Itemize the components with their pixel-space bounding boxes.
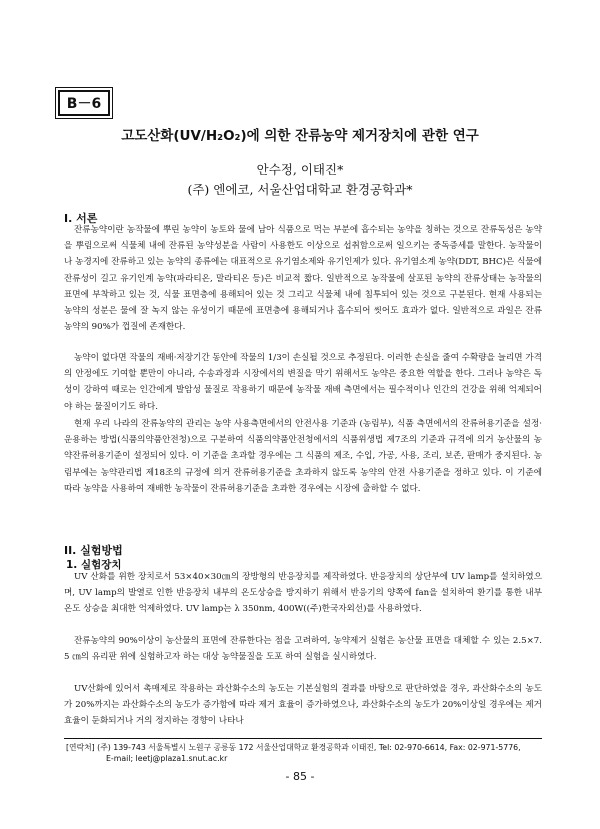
footnote-divider [64,738,542,739]
subsection-heading-apparatus: 1. 실험장치 [66,559,122,571]
methods-paragraph-2: 잔류농약의 90%이상이 농산물의 표면에 잔류한다는 점을 고려하여, 농약제거 실험은 농산물 표면을 대체할 수 있는 2.5×7.5 ㎝의 유리판 위에 실험하고자 하는 대상 농약물질을 도포 하여 실험을 실시하였다. [64,636,542,663]
section-heading-introduction: I. 서론 [64,212,98,225]
abstract-code-box: B－6 [58,90,110,116]
methods-paragraph-1: UV 산화를 위한 장치로서 53×40×30㎝의 장방형의 반응장치를 제작하였다. 반응장치의 상단부에 UV lamp를 설치하였으며, UV lamp의 발열로 인한 반응장치 내부의 온도상승을 방지하기 위해서 반응기의 양쪽에 fan을 설치하여 환기를 통한 내부 온도 상승을 최대한 억제하였다. UV lamp는 λ 350nm, 400W((주)한국자외선)를 사용하였다. [64,572,542,615]
intro-paragraph-2: 농약이 없다면 작물의 재배·저장기간 동안에 작물의 1/3이 손실될 것으로 추정된다. 이러한 손실을 줄여 수확량을 늘리면 가격의 안정에도 기여할 뿐만이 아니라, 수송과정과 시장에서의 변질을 막기 위해서도 농약은 중요한 역할을 한다. 그러나 농약은 독성이 강하여 때로는 인간에게 발암성 물질로 작용하기 때문에 농작물 재배 측면에서는 필수적이나 인간의 건강을 위해 억제되어야 하는 물질이기도 하다. [64,353,542,412]
contact-info: [연락처] (주) 139-743 서울특별시 노원구 공릉동 172 서울산업대학교 환경공학과 이태진, Tel: 02-970-6614, Fax: 02-971-5776, [66,743,521,752]
intro-paragraph-1: 잔류농약이란 농작물에 뿌린 농약이 농토와 물에 남아 식품으로 먹는 부분에 흡수되는 농약을 칭하는 것으로 잔류독성은 농약을 뿌림으로써 식물체 내에 잔류된 농약성분을 사람이 사용한도 이상으로 섭취함으로써 일으키는 중독증세를 말한다. 농작물이나 농경지에 잔류하고 있는 농약의 종류에는 대표적으로 유기염소제와 유기인제가 있다. 유기염소계 농약(DDT, BHC)은 식물에 잔류성이 길고 유기인계 농약(파라티온, 말라티온 등)은 비교적 짧다. 일반적으로 농작물에 살포된 농약의 잔류상태는 농작물의 표면에 부착하고 있는 것, 식물 표면층에 용해되어 있는 것 그리고 식물체 내에 침투되어 있는 것으로 구분된다. 현재 사용되는 농약의 성분은 물에 잘 녹지 않는 유성이기 때문에 표면층에 용해되거나 흡수되어 씻어도 효과가 없다. 일반적으로 과일은 잔류농약의 90%가 껍질에 존재한다. [64,225,542,333]
affiliation: (주) 엔에코, 서울산업대학교 환경공학과* [187,182,413,197]
authors: 안수정, 이태진* [256,162,344,177]
section-heading-methods: II. 실험방법 [64,544,123,557]
contact-email: E-mail; leetj@plaza1.snut.ac.kr [106,754,228,763]
contact-footnote [66,742,542,764]
intro-paragraph-3: 현재 우리 나라의 잔류농약의 관리는 농약 사용측면에서의 안전사용 기준과 (농림부), 식품 측면에서의 잔류허용기준을 설정·운용하는 방법(식품의약품안전청)으로 구분하여 식품의약품안전청에서의 식품위생법 제7조의 기준과 규격에 의거 농산물의 농약잔류허용기준이 설정되어 있다. 이 기준을 초과할 경우에는 그 식품의 제조, 수입, 가공, 사용, 조리, 보존, 판매가 중지된다. 농림부에는 농약관리법 제18조의 규정에 의거 잔류허용기준을 초과하지 않도록 농약의 안전 사용기준을 정하고 있다. 이 기준에 따라 농약을 사용하여 재배한 농작물이 잔류허용기준을 초과한 경우에는 시장에 출하할 수 없다. [64,419,542,494]
paper-title: 고도산화(UV/H₂O₂)에 의한 잔류농약 제거장치에 관한 연구 [121,128,479,144]
page-number: - 85 - [285,770,315,783]
methods-paragraph-3: UV산화에 있어서 촉매제로 작용하는 과산화수소의 농도는 기본실험의 결과를 바탕으로 판단하였을 경우, 과산화수소의 농도가 20%까지는 과산화수소의 농도가 증가함에 따라 제거 효율이 증가하였으나, 과산화수소의 농도가 20%이상일 경우에는 제거 효율이 둔화되거나 거의 정지하는 경향이 나타나 [64,684,542,727]
